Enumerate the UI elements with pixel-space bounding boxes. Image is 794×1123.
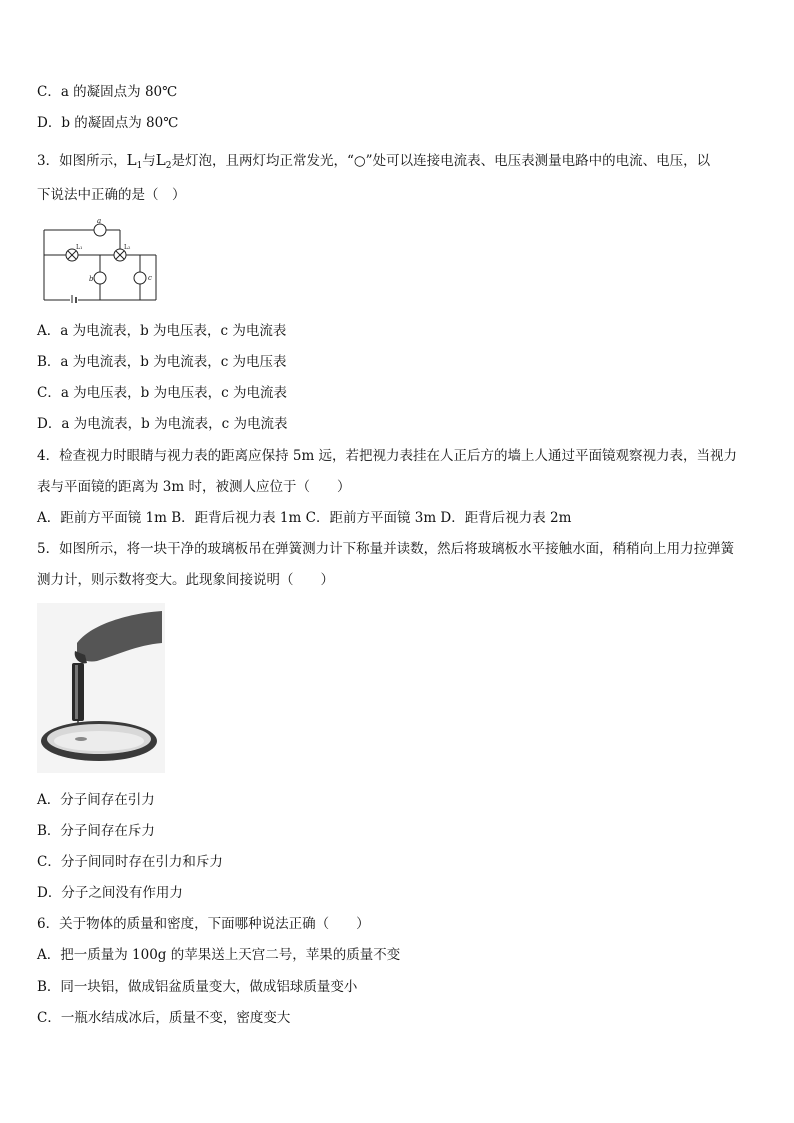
label-l2: L₂: [124, 244, 131, 251]
question-3-stem-line1: [37, 151, 759, 175]
battery-icon: [70, 295, 78, 303]
option-c-q5: C．分子间同时存在引力和斥力: [37, 854, 223, 870]
q3-l2-subscript: 2: [165, 161, 172, 171]
option-a-q3: A．a 为电流表，b 为电压表，c 为电流表: [37, 323, 287, 339]
q3-l1-letter: L: [126, 151, 137, 169]
label-a: a: [97, 218, 102, 225]
option-c-q3: C．a 为电压表，b 为电压表，c 为电流表: [37, 385, 287, 401]
option-a-q5: A．分子间存在引力: [37, 792, 155, 808]
option-b-q3: B．a 为电流表，b 为电流表，c 为电压表: [37, 354, 287, 370]
q3-text-pre: 3．如图所示，: [37, 153, 127, 169]
option-d-q2: D．b 的凝固点为 80℃: [37, 115, 179, 131]
label-l1: L₁: [76, 244, 83, 251]
question-5-stem-line2: 测力计，则示数将变大。此现象间接说明（ ）: [37, 572, 334, 588]
q3-text-post: 是灯泡，且两灯均正常发光，“○”处可以连接电流表、电压表测量电路中的电流、电压，以: [171, 153, 711, 169]
option-a-q6: A．把一质量为 100g 的苹果送上天宫二号，苹果的质量不变: [37, 947, 401, 963]
option-d-q5: D．分子之间没有作用力: [37, 885, 183, 901]
circuit-diagram: [40, 218, 160, 303]
option-c-q6: C．一瓶水结成冰后，质量不变，密度变大: [37, 1010, 291, 1026]
question-3-stem-line2: 下说法中正确的是（ ）: [37, 187, 186, 203]
question-5-stem-line1: 5．如图所示，将一块干净的玻璃板吊在弹簧测力计下称量并读数，然后将玻璃板水平接触水面，稍稍向上用力拉弹簧: [37, 541, 735, 557]
meter-c: [134, 272, 146, 284]
spring-scale-photo: [37, 603, 165, 773]
option-b-q5: B．分子间存在斥力: [37, 823, 155, 839]
label-c: c: [148, 274, 152, 282]
option-b-q6: B．同一块铝，做成铝盆质量变大，做成铝球质量变小: [37, 979, 358, 995]
question-6-stem: 6．关于物体的质量和密度，下面哪种说法正确（ ）: [37, 916, 370, 932]
question-4-stem-line2: 表与平面镜的距离为 3m 时，被测人应位于（ ）: [37, 479, 351, 495]
q3-l2-letter: L: [155, 151, 166, 169]
label-b: b: [89, 275, 94, 283]
q3-l1-subscript: 1: [136, 161, 143, 171]
question-4-stem-line1: 4．检查视力时眼睛与视力表的距离应保持 5m 远，若把视力表挂在人正后方的墙上人通过平面镜观察视力表，当视力: [37, 448, 738, 464]
option-c-q2: C．a 的凝固点为 80℃: [37, 84, 178, 100]
option-d-q3: D．a 为电流表，b 为电流表，c 为电流表: [37, 416, 288, 432]
q3-text-mid: 与: [142, 153, 156, 169]
meter-a: [94, 224, 106, 236]
meter-b: [94, 272, 106, 284]
question-4-options: A．距前方平面镜 1m B．距背后视力表 1m C．距前方平面镜 3m D．距背后视力表 2m: [37, 510, 572, 526]
